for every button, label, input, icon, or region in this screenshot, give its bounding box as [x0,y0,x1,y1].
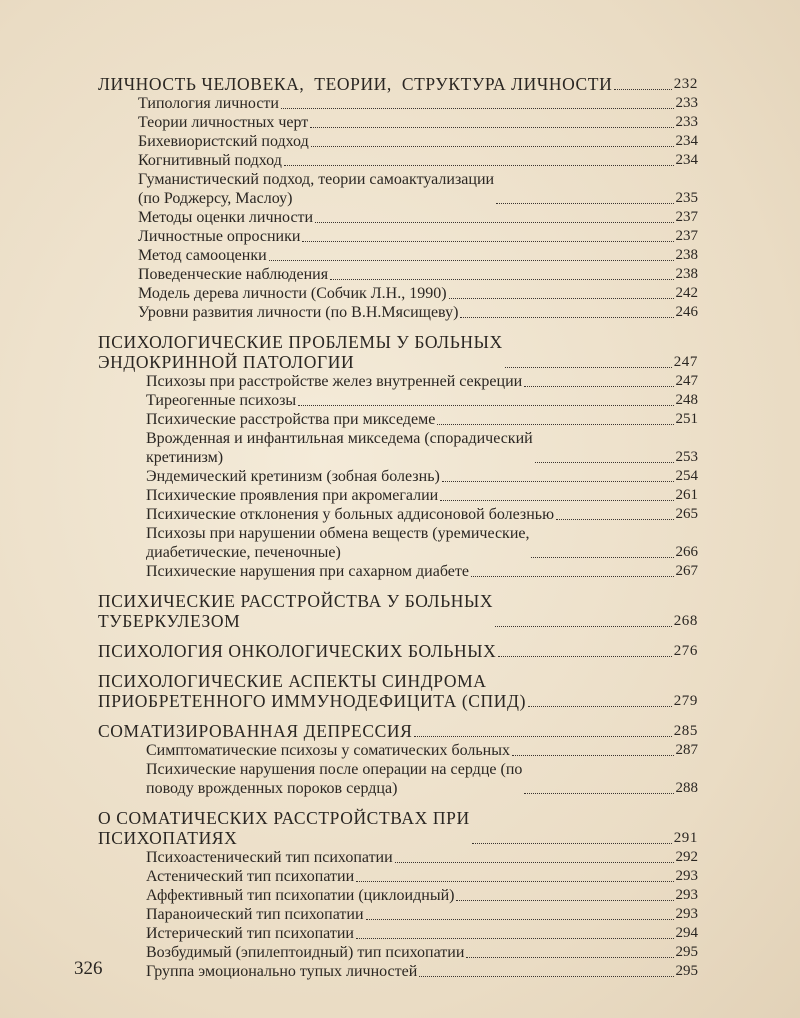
toc-page-number: 265 [675,506,698,522]
toc-entry-title: Психозы при расстройстве желез внутренней секреции [146,373,523,390]
toc-item [98,962,698,981]
toc-page-number: 287 [675,742,698,758]
toc-item [98,227,698,246]
toc-item [98,867,698,886]
leader-dots [531,557,673,558]
toc-page-number: 285 [673,723,698,739]
toc-page-number: 253 [675,449,698,465]
leader-dots [449,298,674,299]
toc-page-number: 293 [675,887,698,903]
leader-dots [528,706,672,707]
toc-section [98,808,698,848]
toc-entry-title: Параноический тип психопатии [146,906,364,923]
leader-dots [505,367,672,368]
toc-entry-title: Психические нарушения при сахарном диабете [146,563,469,580]
toc-item [98,113,698,132]
toc-page-number: 268 [673,613,698,629]
toc-entry-title: Личностные опросники [138,228,301,245]
toc-entry-title: Уровни развития личности (по В.Н.Мясищеву) [138,304,459,321]
toc-page-number: 254 [675,468,698,484]
toc-entry-title: Теории личностных черт [138,114,309,131]
toc-page-number: 276 [673,643,698,659]
toc-page-number: 238 [675,247,698,263]
toc-item [98,170,698,208]
toc-page-number: 247 [673,354,698,370]
toc-entry-title-line1: ПСИХОЛОГИЧЕСКИЕ АСПЕКТЫ СИНДРОМА [98,671,487,691]
toc-entry-title-line1: О СОМАТИЧЕСКИХ РАССТРОЙСТВАХ ПРИ [98,808,470,828]
toc-entry-title: Поведенческие наблюдения [138,266,329,283]
leader-dots [311,146,674,147]
leader-dots [512,755,674,756]
toc-page-number: 288 [675,780,698,796]
toc-entry-title: Модель дерева личности (Собчик Л.Н., 1990) [138,285,447,302]
leader-dots [456,900,673,901]
toc-entry-title: Метод самооценки [138,247,267,264]
toc-item [98,905,698,924]
toc-item [98,132,698,151]
toc-entry-title: Тиреогенные психозы [146,392,297,409]
toc-item [98,467,698,486]
toc-item [98,246,698,265]
leader-dots [414,736,671,737]
toc-page-number: 293 [675,868,698,884]
toc-entry-title: Психоастенический тип психопатии [146,849,393,866]
toc-item [98,284,698,303]
toc-entry-title-line2: ЭНДОКРИННОЙ ПАТОЛОГИИ [98,352,355,372]
toc-entry-title: Астенический тип психопатии [146,868,355,885]
toc-item [98,94,698,113]
toc-item [98,208,698,227]
toc-page-number: 266 [675,544,698,560]
toc-entry-title [146,524,529,562]
table-of-contents [98,74,698,981]
toc-section [98,74,698,94]
toc-page-number: 261 [675,487,698,503]
toc-section [98,641,698,661]
leader-dots [498,656,671,657]
toc-page-number: 233 [675,95,698,111]
toc-item [98,848,698,867]
toc-page-number: 232 [673,76,698,92]
toc-page-number: 267 [675,563,698,579]
toc-page-number: 279 [673,693,698,709]
leader-dots [556,519,673,520]
toc-entry-title-line1: ПСИХИЧЕСКИЕ РАССТРОЙСТВА У БОЛЬНЫХ [98,591,494,611]
toc-entry-title [146,429,533,467]
toc-entry-title-line2: (по Роджерсу, Маслоу) [138,190,293,207]
toc-page-number: 292 [675,849,698,865]
toc-entry-title: Бихевиористский подход [138,133,309,150]
toc-entry-title-line2: ТУБЕРКУЛЕЗОМ [98,611,241,631]
toc-entry-title [138,170,494,208]
toc-entry-title-line2: кретинизм) [146,449,224,466]
toc-page-number: 246 [675,304,698,320]
toc-entry-title: ПСИХОЛОГИЯ ОНКОЛОГИЧЕСКИХ БОЛЬНЫХ [98,641,497,661]
leader-dots [442,481,674,482]
toc-entry-title: Эндемический кретинизм (зобная болезнь) [146,468,440,485]
toc-item [98,741,698,760]
toc-page-number: 234 [675,133,698,149]
toc-entry-title: ЛИЧНОСТЬ ЧЕЛОВЕКА, ТЕОРИИ, СТРУКТУРА ЛИЧНОСТИ [98,74,613,94]
toc-item [98,265,698,284]
toc-entry-title [98,591,493,631]
toc-entry-title: Типология личности [138,95,279,112]
toc-item [98,410,698,429]
toc-entry-title: Возбудимый (эпилептоидный) тип психопатии [146,944,465,961]
toc-section [98,591,698,631]
leader-dots [524,793,673,794]
toc-entry-title-line2: диабетические, печеночные) [146,544,341,561]
toc-section [98,721,698,741]
leader-dots [298,405,673,406]
toc-entry-title-line1: Гуманистический подход, теории самоактуализации [138,171,495,188]
toc-entry-title: Группа эмоционально тупых личностей [146,963,418,980]
toc-page-number: 247 [675,373,698,389]
leader-dots [460,317,673,318]
toc-entry-title-line1: Психозы при нарушении обмена веществ (уремические, [146,525,530,542]
leader-dots [496,203,673,204]
toc-entry-title-line1: Психические нарушения после операции на сердце (по [146,761,523,778]
toc-item [98,391,698,410]
toc-entry-title: Аффективный тип психопатии (циклоидный) [146,887,455,904]
toc-item [98,760,698,798]
toc-page-number: 234 [675,152,698,168]
toc-entry-title-line2: ПРИОБРЕТЕННОГО ИММУНОДЕФИЦИТА (СПИД) [98,691,526,711]
leader-dots [614,89,671,90]
toc-entry-title: Психические отклонения у больных аддисоновой болезнью [146,506,555,523]
toc-section [98,671,698,711]
leader-dots [535,462,674,463]
toc-entry-title: Психические расстройства при микседеме [146,411,436,428]
toc-page-number: 294 [675,925,698,941]
leader-dots [284,165,674,166]
leader-dots [310,127,673,128]
toc-entry-title [146,760,522,798]
leader-dots [366,919,674,920]
toc-page-number: 238 [675,266,698,282]
leader-dots [330,279,673,280]
leader-dots [495,626,672,627]
toc-entry-title: Когнитивный подход [138,152,282,169]
toc-item [98,486,698,505]
toc-entry-title: Методы оценки личности [138,209,314,226]
leader-dots [466,957,673,958]
toc-section [98,332,698,372]
toc-entry-title: Истерический тип психопатии [146,925,354,942]
leader-dots [437,424,673,425]
toc-page-number: 295 [675,944,698,960]
toc-item [98,943,698,962]
leader-dots [472,843,672,844]
leader-dots [419,976,673,977]
leader-dots [315,222,673,223]
toc-entry-title-line2: поводу врожденных пороков сердца) [146,780,398,797]
toc-item [98,562,698,581]
leader-dots [440,500,673,501]
leader-dots [356,938,674,939]
toc-entry-title: Психические проявления при акромегалии [146,487,439,504]
toc-page-number: 291 [673,830,698,846]
toc-page-number: 235 [675,190,698,206]
toc-entry-title [98,332,503,372]
toc-entry-title-line1: Врожденная и инфантильная микседема (спорадический [146,430,533,447]
toc-page-number: 293 [675,906,698,922]
leader-dots [524,386,673,387]
leader-dots [471,576,674,577]
toc-entry-title-line2: ПСИХОПАТИЯХ [98,828,238,848]
toc-item [98,886,698,905]
toc-item [98,303,698,322]
toc-entry-title: Симптоматические психозы у соматических больных [146,742,510,759]
leader-dots [281,108,674,109]
page-number: 326 [74,958,103,979]
toc-entry-title: СОМАТИЗИРОВАННАЯ ДЕПРЕССИЯ [98,721,413,741]
toc-page-number: 248 [675,392,698,408]
toc-entry-title [98,671,526,711]
leader-dots [302,241,673,242]
toc-item [98,924,698,943]
toc-page-number: 242 [675,285,698,301]
toc-page-number: 233 [675,114,698,130]
toc-item [98,151,698,170]
toc-page-number: 251 [675,411,698,427]
toc-page-number: 237 [675,209,698,225]
leader-dots [395,862,674,863]
toc-item [98,524,698,562]
toc-page-number: 237 [675,228,698,244]
leader-dots [269,260,674,261]
toc-item [98,505,698,524]
leader-dots [356,881,673,882]
toc-entry-title-line1: ПСИХОЛОГИЧЕСКИЕ ПРОБЛЕМЫ У БОЛЬНЫХ [98,332,503,352]
toc-item [98,372,698,391]
toc-item [98,429,698,467]
toc-entry-title [98,808,470,848]
toc-page-number: 295 [675,963,698,979]
